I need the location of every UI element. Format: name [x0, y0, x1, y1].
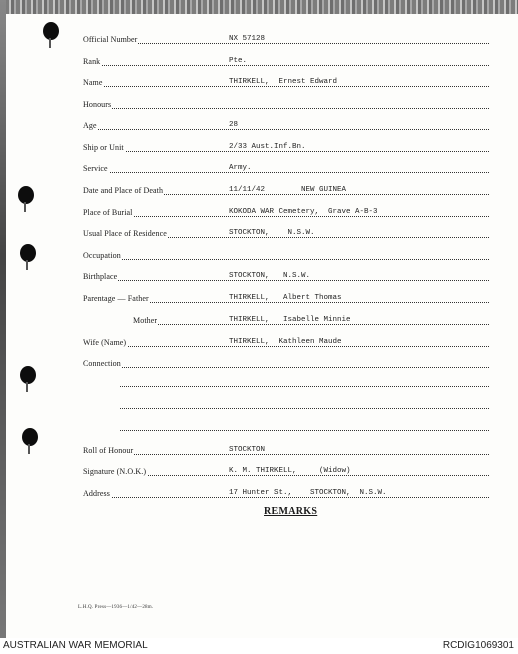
footer-source: AUSTRALIAN WAR MEMORIAL — [3, 640, 148, 651]
footer-record-id: RCDIG1069301 — [442, 640, 514, 651]
field-label: Usual Place of Residence — [83, 227, 168, 241]
field-place-of-burial — [83, 206, 489, 220]
field-label: Connection — [83, 357, 122, 371]
field-label: Place of Burial — [83, 206, 133, 220]
field-label: Official Number — [83, 33, 138, 47]
field-label: Service — [83, 162, 109, 176]
field-label: Name — [83, 76, 104, 90]
field-label: Age — [83, 119, 98, 133]
punch-hole-icon — [43, 22, 59, 40]
field-official-number — [83, 33, 489, 47]
field-value: THIRKELL, Kathleen Maude — [229, 338, 342, 346]
field-value: STOCKTON, N.S.W. — [229, 272, 311, 280]
field-value: THIRKELL, Isabelle Minnie — [229, 316, 351, 324]
torn-top-edge — [0, 0, 518, 14]
footer-bar — [0, 638, 518, 654]
field-honours — [83, 98, 489, 112]
punch-hole-icon — [18, 186, 34, 204]
field-label: Rank — [83, 55, 101, 69]
field-value: Pte. — [229, 57, 248, 65]
punch-hole-icon — [20, 244, 36, 262]
field-occupation — [83, 249, 489, 263]
field-label: Date and Place of Death — [83, 184, 164, 198]
field-value: KOKODA WAR Cemetery, Grave A-B-3 — [229, 208, 378, 216]
print-reference: L.H.Q. Press—1936—1/42—28m. — [78, 605, 154, 610]
field-signature — [83, 465, 489, 479]
punch-hole-icon — [22, 428, 38, 446]
field-label: Honours — [83, 98, 112, 112]
field-usual-residence — [83, 227, 489, 241]
field-ship-or-unit — [83, 141, 489, 155]
field-value: 11/11/42 NEW GUINEA — [229, 186, 347, 194]
field-value: 17 Hunter St., STOCKTON, N.S.W. — [229, 489, 387, 497]
field-label: Parentage — Father — [83, 292, 150, 306]
field-value: 2/33 Aust.Inf.Bn. — [229, 143, 306, 151]
field-wife — [83, 336, 489, 350]
field-roll-of-honour — [83, 444, 489, 458]
field-age — [83, 119, 489, 133]
field-label: Ship or Unit — [83, 141, 125, 155]
field-value: THIRKELL, Ernest Edward — [229, 78, 338, 86]
connection-line — [120, 429, 489, 431]
field-label: Birthplace — [83, 270, 118, 284]
field-label: Occupation — [83, 249, 122, 263]
field-date-place-death — [83, 184, 489, 198]
page-left-edge — [0, 0, 6, 638]
field-value: 28 — [229, 121, 239, 129]
field-parentage-father — [83, 292, 489, 306]
field-label: Signature (N.O.K.) — [83, 465, 147, 479]
field-value: NX 57128 — [229, 35, 266, 43]
remarks-heading: REMARKS — [264, 506, 318, 517]
field-service — [83, 162, 489, 176]
field-name — [83, 76, 489, 90]
field-label: Mother — [133, 314, 158, 328]
punch-hole-icon — [20, 366, 36, 384]
connection-line — [120, 407, 489, 409]
field-mother — [133, 314, 489, 328]
connection-line — [120, 385, 489, 387]
field-connection — [83, 357, 489, 371]
field-value: Army. — [229, 164, 252, 172]
field-label: Wife (Name) — [83, 336, 127, 350]
field-value: STOCKTON, N.S.W. — [229, 229, 315, 237]
field-address — [83, 487, 489, 501]
field-label: Roll of Honour — [83, 444, 134, 458]
field-value: THIRKELL, Albert Thomas — [229, 294, 342, 302]
field-birthplace — [83, 270, 489, 284]
field-rank — [83, 55, 489, 69]
field-value: STOCKTON — [229, 446, 266, 454]
field-label: Address — [83, 487, 111, 501]
field-value: K. M. THIRKELL, (Widow) — [229, 467, 351, 475]
